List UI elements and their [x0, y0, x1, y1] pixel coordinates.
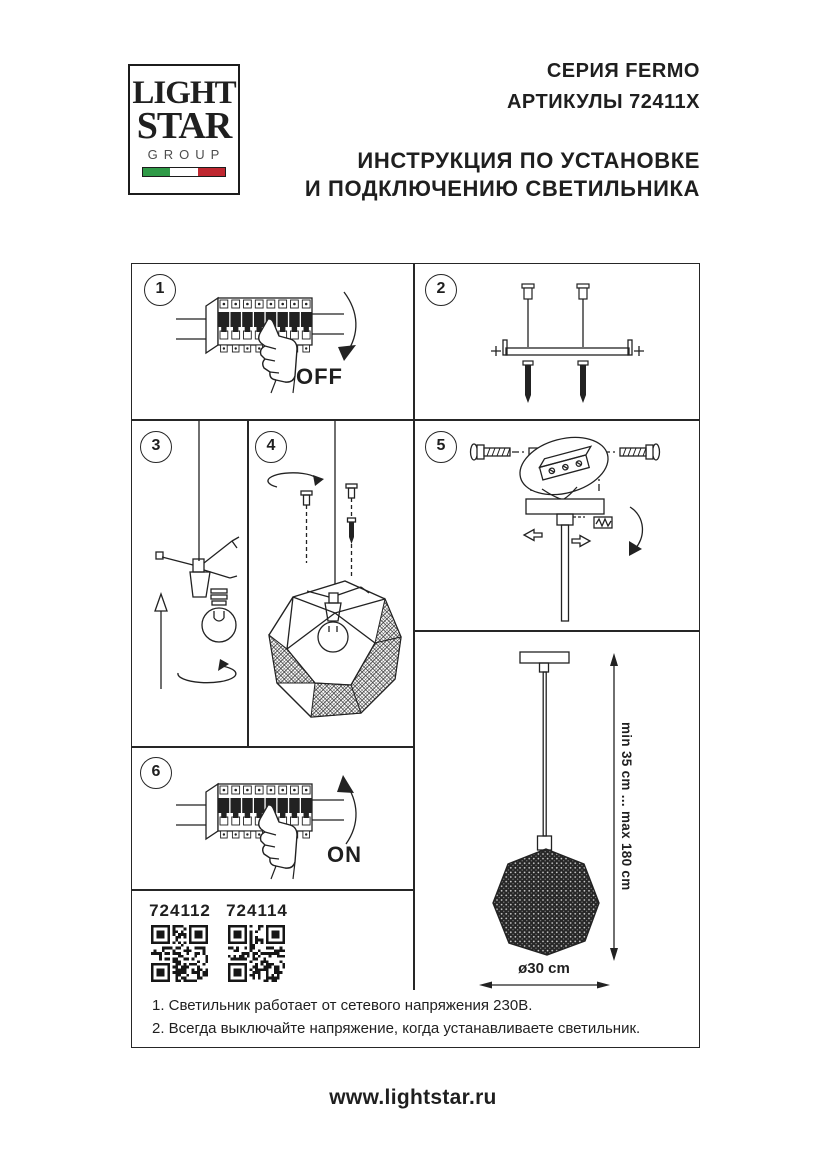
step-badge-3: 3 — [140, 431, 172, 463]
panel6-breaker-on-drawing — [132, 748, 412, 888]
panel5-ceiling-mount-drawing — [414, 421, 698, 629]
header-titles — [305, 60, 700, 203]
lightstar-logo — [128, 64, 240, 195]
step-badge-6: 6 — [140, 757, 172, 789]
qr-code-724112 — [151, 925, 208, 982]
instruction-title: ИНСТРУКЦИЯ ПО УСТАНОВКЕ И ПОДКЛЮЧЕНИЮ СВЕТИЛЬНИКА — [304, 148, 700, 201]
note-2: 2. Всегда выключайте напряжение, когда устанавливаете светильник. — [152, 1019, 641, 1037]
qr-code-label-724114: 724114 — [226, 901, 288, 920]
logo-word-star: STAR — [136, 105, 232, 147]
qr-code-724114 — [228, 925, 285, 982]
series-title: СЕРИЯ FERMO — [546, 60, 700, 82]
website-url: www.lightstar.ru — [329, 1086, 497, 1109]
panel2-bracket-drawing — [414, 264, 698, 417]
step-badge-5: 5 — [425, 431, 457, 463]
off-label: OFF — [296, 364, 343, 389]
qr-code-label-724112: 724112 — [149, 901, 211, 920]
logo-word-light: LIGHT — [132, 75, 236, 111]
step-badge-1: 1 — [144, 274, 176, 306]
height-range-dimension: min 35 cm ... max 180 cm — [619, 722, 634, 891]
step-badge-4: 4 — [255, 431, 287, 463]
pendant-lamp-overview-drawing — [413, 632, 699, 990]
panel4-shade-assembly-drawing — [249, 421, 412, 746]
note-1: 1. Светильник работает от сетевого напряжения 230В. — [152, 997, 533, 1014]
logo-word-group: GROUP — [147, 147, 226, 162]
on-label: ON — [327, 842, 362, 867]
articles-title: АРТИКУЛЫ 72411X — [506, 91, 700, 113]
panel1-breaker-off-drawing — [132, 264, 412, 417]
grid-divider-qr-top — [131, 889, 414, 891]
panel3-socket-bulb-drawing — [132, 421, 246, 745]
diameter-dimension: ø30 cm — [518, 960, 570, 977]
step-badge-2: 2 — [425, 274, 457, 306]
italian-flag-bar — [142, 167, 226, 177]
safety-notes — [152, 995, 640, 1040]
